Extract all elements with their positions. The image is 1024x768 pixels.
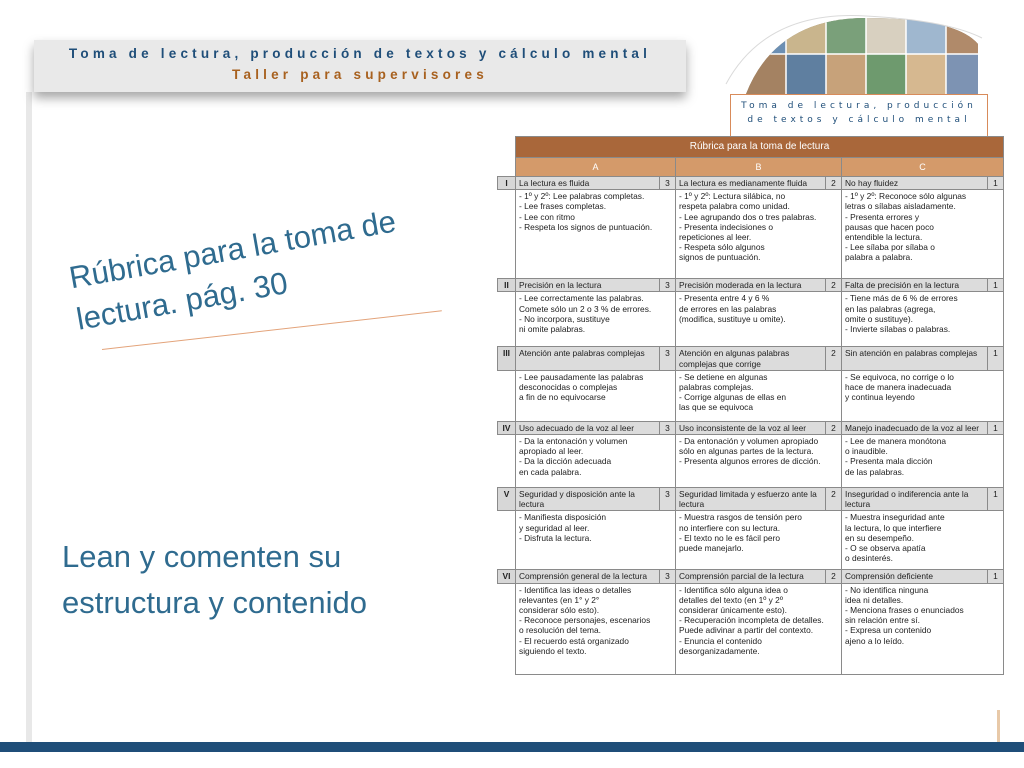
description-line: - El recuerdo está organizado: [519, 635, 629, 646]
description-line: - Lee correctamente las palabras.: [519, 293, 644, 304]
criterion-number: III: [498, 347, 516, 370]
description-line: sólo en algunas partes de la lectura.: [679, 446, 814, 457]
bottom-accent-bar: [0, 742, 1024, 752]
description-line: - Da entonación y volumen apropiado: [679, 436, 819, 447]
level-c-label: No hay fluidez: [842, 177, 988, 190]
description-line: desconocidas o complejas: [519, 382, 618, 393]
description-line: siguiendo el texto.: [519, 645, 587, 656]
description-line: - 1º y 2º: Lectura silábica, no: [679, 191, 786, 202]
level-c-description: [842, 370, 1004, 421]
row-spacer: [498, 511, 516, 570]
description-line: hace de manera inadecuada: [845, 382, 952, 393]
rubric-description-row: [498, 190, 1004, 279]
level-a-description: [516, 511, 676, 570]
description-line: - Lee sílaba por sílaba o: [845, 242, 935, 253]
row-spacer: [498, 583, 516, 674]
description-line: - Reconoce personajes, escenarios: [519, 615, 651, 626]
rubric-criterion-row: [498, 177, 1004, 190]
level-c-label: Manejo inadecuado de la voz al leer: [842, 421, 988, 434]
column-header-a: A: [516, 158, 676, 177]
level-b-score: 2: [826, 488, 842, 511]
level-b-label: Comprensión parcial de la lectura: [676, 570, 826, 583]
description-line: no interfiere con su lectura.: [679, 522, 781, 533]
level-c-score: 1: [988, 347, 1004, 370]
description-line: - Se equivoca, no corrige o lo: [845, 371, 954, 382]
logo-caption-line1: Toma de lectura, producción: [741, 101, 977, 111]
slide-header: [34, 40, 686, 92]
description-line: puede manejarlo.: [679, 543, 744, 554]
description-line: detalles del texto (en 1º y 2º: [679, 594, 783, 605]
description-line: o desinterés.: [845, 553, 893, 564]
program-logo: [716, 14, 986, 128]
description-line: o resolución del tema.: [519, 625, 601, 636]
header-title: Toma de lectura, producción de textos y cálculo mental: [68, 46, 652, 61]
rubric-description-row: [498, 292, 1004, 347]
level-c-description: [842, 511, 1004, 570]
level-b-score: 2: [826, 347, 842, 370]
logo-caption-line2: de textos y cálculo mental: [747, 115, 971, 125]
description-line: - Tiene más de 6 % de errores: [845, 293, 958, 304]
description-line: respeta palabra como unidad.: [679, 201, 790, 212]
level-c-description: [842, 190, 1004, 279]
row-spacer: [498, 190, 516, 279]
level-b-label: Seguridad limitada y esfuerzo ante la lectura: [676, 488, 826, 511]
slide-instruction: Lean y comenten su estructura y contenido: [62, 539, 368, 620]
level-b-description: [676, 190, 842, 279]
description-line: sin relación entre sí.: [845, 615, 920, 626]
criterion-number: II: [498, 279, 516, 292]
description-line: apropiado al leer.: [519, 446, 584, 457]
level-a-score: 3: [660, 177, 676, 190]
level-a-score: 3: [660, 488, 676, 511]
rubric-description-row: [498, 435, 1004, 488]
rubric-table-image: [497, 136, 1003, 736]
description-line: - No incorpora, sustituye: [519, 313, 610, 324]
description-line: - Respeta los signos de puntuación.: [519, 221, 653, 232]
level-a-description: [516, 292, 676, 347]
level-c-score: 1: [988, 177, 1004, 190]
level-a-label: Comprensión general de la lectura: [516, 570, 660, 583]
description-line: signos de puntuación.: [679, 252, 761, 263]
level-c-score: 1: [988, 570, 1004, 583]
description-line: en su desempeño.: [845, 532, 914, 543]
description-line: palabra a palabra.: [845, 252, 913, 263]
description-line: - Disfruta la lectura.: [519, 532, 592, 543]
description-line: considerar únicamente esto).: [679, 605, 787, 616]
rubric-description-row: [498, 370, 1004, 421]
level-a-description: [516, 370, 676, 421]
level-b-score: 2: [826, 177, 842, 190]
level-a-score: 3: [660, 347, 676, 370]
criterion-number: I: [498, 177, 516, 190]
description-line: - Lee con ritmo: [519, 211, 575, 222]
description-line: o inaudible.: [845, 446, 888, 457]
description-line: - Manifiesta disposición: [519, 512, 607, 523]
description-line: - Presenta algunos errores de dicción.: [679, 456, 821, 467]
description-line: y seguridad al leer.: [519, 522, 590, 533]
description-line: - Se detiene en algunas: [679, 371, 768, 382]
rubric-description-row: [498, 511, 1004, 570]
level-a-label: Uso adecuado de la voz al leer: [516, 421, 660, 434]
level-b-description: [676, 370, 842, 421]
description-line: - Recuperación incompleta de detalles.: [679, 615, 824, 626]
description-line: a fin de no equivocarse: [519, 392, 606, 403]
level-c-label: Falta de precisión en la lectura: [842, 279, 988, 292]
description-line: - Corrige algunas de ellas en: [679, 392, 787, 403]
level-a-label: Seguridad y disposición ante la lectura: [516, 488, 660, 511]
description-line: entendible la lectura.: [845, 232, 923, 243]
rubric-body: [498, 177, 1004, 675]
description-line: en las palabras (agrega,: [845, 303, 936, 314]
description-line: - Enuncia el contenido: [679, 635, 762, 646]
bottom-margin: [0, 752, 1024, 768]
level-b-description: [676, 292, 842, 347]
description-line: - Menciona frases o enunciados: [845, 605, 964, 616]
level-c-description: [842, 435, 1004, 488]
description-line: omite o sustituye).: [845, 313, 913, 324]
header-subtitle: Taller para supervisores: [232, 67, 488, 82]
left-border-rule: [26, 92, 32, 742]
slide-title: Rúbrica para la toma de lectura. pág. 30: [66, 203, 399, 337]
rubric-table: [497, 136, 1004, 675]
level-b-label: La lectura es medianamente fluida: [676, 177, 826, 190]
rubric-criterion-row: [498, 279, 1004, 292]
description-line: - Respeta sólo algunos: [679, 242, 765, 253]
level-a-label: Atención ante palabras complejas: [516, 347, 660, 370]
description-line: - Presenta errores y: [845, 211, 920, 222]
description-line: de las palabras.: [845, 466, 905, 477]
level-a-description: [516, 435, 676, 488]
description-line: (modifica, sustituye u omite).: [679, 313, 786, 324]
level-b-label: Uso inconsistente de la voz al leer: [676, 421, 826, 434]
level-c-label: Comprensión deficiente: [842, 570, 988, 583]
level-c-score: 1: [988, 279, 1004, 292]
rubric-criterion-row: [498, 488, 1004, 511]
description-line: desorganizadamente.: [679, 645, 760, 656]
description-line: las que se equivoca: [679, 402, 754, 413]
description-line: ajeno a lo leído.: [845, 635, 905, 646]
level-b-description: [676, 435, 842, 488]
description-line: - No identifica ninguna: [845, 584, 929, 595]
description-line: - Presenta indecisiones o: [679, 221, 774, 232]
description-line: relevantes (en 1° y 2°: [519, 594, 600, 605]
description-line: - Invierte sílabas o palabras.: [845, 324, 951, 335]
column-header-b: B: [676, 158, 842, 177]
description-line: - Identifica las ideas o detalles: [519, 584, 632, 595]
row-spacer: [498, 292, 516, 347]
description-line: repeticiones al leer.: [679, 232, 752, 243]
level-b-label: Atención en algunas palabras complejas que corrige: [676, 347, 826, 370]
criterion-number: VI: [498, 570, 516, 583]
level-c-description: [842, 292, 1004, 347]
level-b-description: [676, 511, 842, 570]
criterion-number: V: [498, 488, 516, 511]
description-line: - O se observa apatía: [845, 543, 926, 554]
description-line: - Muestra inseguridad ante: [845, 512, 945, 523]
level-c-label: Inseguridad o indiferencia ante la lectura: [842, 488, 988, 511]
row-spacer: [498, 435, 516, 488]
rubric-description-row: [498, 583, 1004, 674]
description-line: ni omite palabras.: [519, 324, 586, 335]
description-line: - Lee de manera monótona: [845, 436, 947, 447]
description-line: - 1º y 2º: Lee palabras completas.: [519, 191, 645, 202]
description-line: y continua leyendo: [845, 392, 915, 403]
description-line: palabras complejas.: [679, 382, 754, 393]
description-line: de errores en las palabras: [679, 303, 777, 314]
column-header-c: C: [842, 158, 1004, 177]
description-line: letras o sílabas aisladamente.: [845, 201, 956, 212]
rubric-title: Rúbrica para la toma de lectura: [516, 137, 1004, 158]
level-b-description: [676, 583, 842, 674]
description-line: la lectura, lo que interfiere: [845, 522, 942, 533]
level-b-score: 2: [826, 279, 842, 292]
level-b-score: 2: [826, 421, 842, 434]
level-a-label: La lectura es fluida: [516, 177, 660, 190]
logo-photo-collage: [716, 14, 986, 100]
description-line: pausas que hacen poco: [845, 221, 934, 232]
criterion-number: IV: [498, 421, 516, 434]
level-a-score: 3: [660, 279, 676, 292]
description-line: considerar sólo esto).: [519, 605, 600, 616]
description-line: - Lee frases completas.: [519, 201, 607, 212]
level-c-score: 1: [988, 488, 1004, 511]
description-line: - Presenta mala dicción: [845, 456, 933, 467]
level-c-score: 1: [988, 421, 1004, 434]
description-line: - Expresa un contenido: [845, 625, 932, 636]
level-b-score: 2: [826, 570, 842, 583]
rubric-criterion-row: [498, 347, 1004, 370]
level-a-description: [516, 190, 676, 279]
description-line: Comete sólo un 2 o 3 % de errores.: [519, 303, 652, 314]
row-spacer: [498, 370, 516, 421]
description-line: Puede adivinar a partir del contexto.: [679, 625, 814, 636]
level-c-label: Sin atención en palabras complejas: [842, 347, 988, 370]
description-line: - Presenta entre 4 y 6 %: [679, 293, 770, 304]
description-line: en cada palabra.: [519, 466, 582, 477]
level-b-label: Precisión moderada en la lectura: [676, 279, 826, 292]
description-line: idea ni detalles.: [845, 594, 904, 605]
description-line: - Da la dicción adecuada: [519, 456, 612, 467]
description-line: - 1º y 2º: Reconoce sólo algunas: [845, 191, 967, 202]
description-line: - Muestra rasgos de tensión pero: [679, 512, 802, 523]
description-line: - Identifica sólo alguna idea o: [679, 584, 788, 595]
logo-caption-box: [730, 94, 988, 140]
level-a-description: [516, 583, 676, 674]
level-a-score: 3: [660, 421, 676, 434]
description-line: - El texto no le es fácil pero: [679, 532, 781, 543]
description-line: - Lee agrupando dos o tres palabras.: [679, 211, 817, 222]
level-a-label: Precisión en la lectura: [516, 279, 660, 292]
description-line: - Lee pausadamente las palabras: [519, 371, 644, 382]
description-line: - Da la entonación y volumen: [519, 436, 628, 447]
rubric-criterion-row: [498, 570, 1004, 583]
level-c-description: [842, 583, 1004, 674]
level-a-score: 3: [660, 570, 676, 583]
rubric-criterion-row: [498, 421, 1004, 434]
